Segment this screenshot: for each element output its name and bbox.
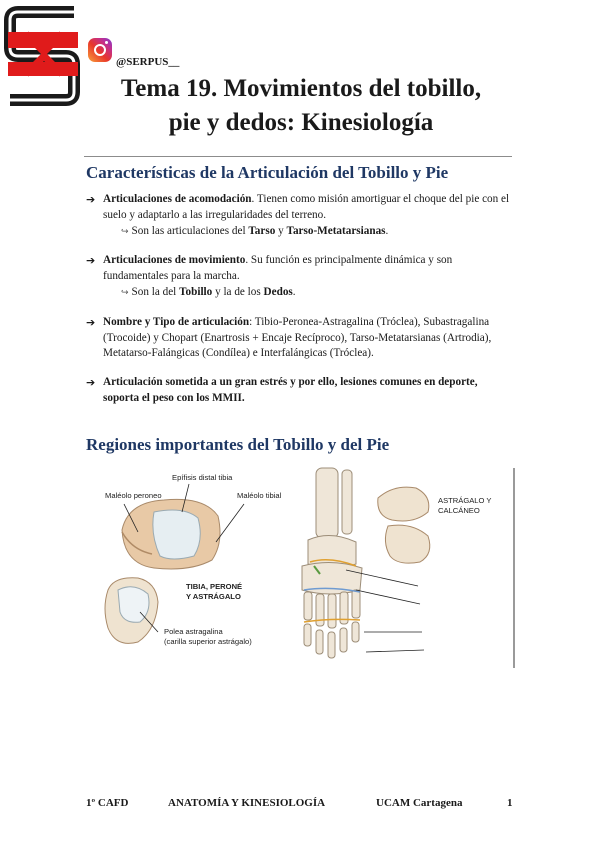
bullet-item <box>86 253 516 301</box>
label-maleolo-peroneo: Maléolo peroneo <box>105 491 162 500</box>
bullet-text: . Tienen como misión amortiguar el choque del pie con el suelo y adaptarlo a las irregularidades del terreno. <box>103 193 510 221</box>
instagram-handle: @SERPUS__ <box>116 56 180 68</box>
sub-bullet <box>103 224 516 241</box>
hook-arrow-icon: ↪ <box>121 287 129 298</box>
label-polea-astragalina <box>164 627 252 647</box>
title-divider <box>84 156 512 157</box>
label-line: TIBIA, PERONÉ <box>186 582 243 591</box>
ankle-foot-figure <box>94 462 516 670</box>
bullet-item <box>86 315 516 362</box>
serpus-logo <box>4 4 82 108</box>
bullet-item <box>86 375 516 407</box>
sub-text: y la de los <box>212 285 264 298</box>
sub-text: Son la del <box>131 285 180 298</box>
section-heading-regiones: Regiones importantes del Tobillo y del Pie <box>86 435 390 454</box>
sub-term: Tarso-Metatarsianas <box>286 224 386 237</box>
arrow-bullet-icon: ➔ <box>86 193 96 206</box>
title-line-2: pie y dedos: Kinesiología <box>168 109 434 136</box>
bullet-term: Articulaciones de acomodación <box>103 193 252 205</box>
footer-university: UCAM Cartagena <box>376 797 463 809</box>
sub-term: Dedos <box>263 285 293 298</box>
label-line: Polea astragalina <box>164 627 223 636</box>
sub-text: . <box>385 224 389 237</box>
sub-term: Tarso <box>248 224 276 237</box>
sub-text: y <box>275 224 287 237</box>
label-astragalo-calcaneo <box>438 496 491 516</box>
bullet-text: : Tibio-Peronea-Astragalina (Tróclea), Subastragalina (Trocoide) y Chopart (Enartrosis + Encaje Recíproco), Tarso-Metatarsianas (Artrodia), Metatarso-Falángicas (Condílea) e Interfalángicas (Tróclea). <box>103 315 492 360</box>
sub-bullet <box>103 285 516 302</box>
page-number: 1 <box>507 797 513 809</box>
label-maleolo-tibial: Maléolo tibial <box>237 491 282 500</box>
figure-border <box>513 468 515 668</box>
sub-term: Tobillo <box>179 285 213 298</box>
arrow-bullet-icon: ➔ <box>86 376 96 390</box>
bullet-term: Nombre y Tipo de articulación <box>103 315 250 328</box>
label-line: (carilla superior astrágalo) <box>164 637 252 646</box>
label-tibia-perone-astragalo <box>186 582 242 602</box>
label-line: ASTRÁGALO Y <box>438 496 492 505</box>
arrow-bullet-icon: ➔ <box>86 254 96 268</box>
bullet-item <box>86 192 516 240</box>
sub-text: . <box>292 285 296 298</box>
footer-course: 1º CAFD <box>86 797 129 809</box>
bullet-term: Articulaciones de movimiento <box>103 254 246 267</box>
label-epifisis: Epífisis distal tibia <box>172 473 233 482</box>
bullet-list <box>86 192 516 420</box>
hook-arrow-icon: ↪ <box>121 226 129 237</box>
arrow-bullet-icon: ➔ <box>86 315 96 329</box>
page-title <box>96 72 506 140</box>
instagram-icon <box>88 38 112 62</box>
bullet-text: . Su función es principalmente dinámica y son fundamentales para la marcha. <box>103 254 453 283</box>
label-line: Y ASTRÁGALO <box>186 592 241 601</box>
section-heading-caracteristicas: Características de la Articulación del Tobillo y Pie <box>86 163 449 182</box>
title-line-1: Tema 19. Movimientos del tobillo, <box>120 75 482 102</box>
footer-subject: ANATOMÍA Y KINESIOLOGÍA <box>168 797 326 809</box>
label-line: CALCÁNEO <box>438 506 480 515</box>
bullet-term: Articulación sometida a un gran estrés y por ello, lesiones comunes en deporte, soporta el peso con los MMII. <box>103 376 478 404</box>
sub-text: Son las articulaciones del <box>131 224 249 237</box>
